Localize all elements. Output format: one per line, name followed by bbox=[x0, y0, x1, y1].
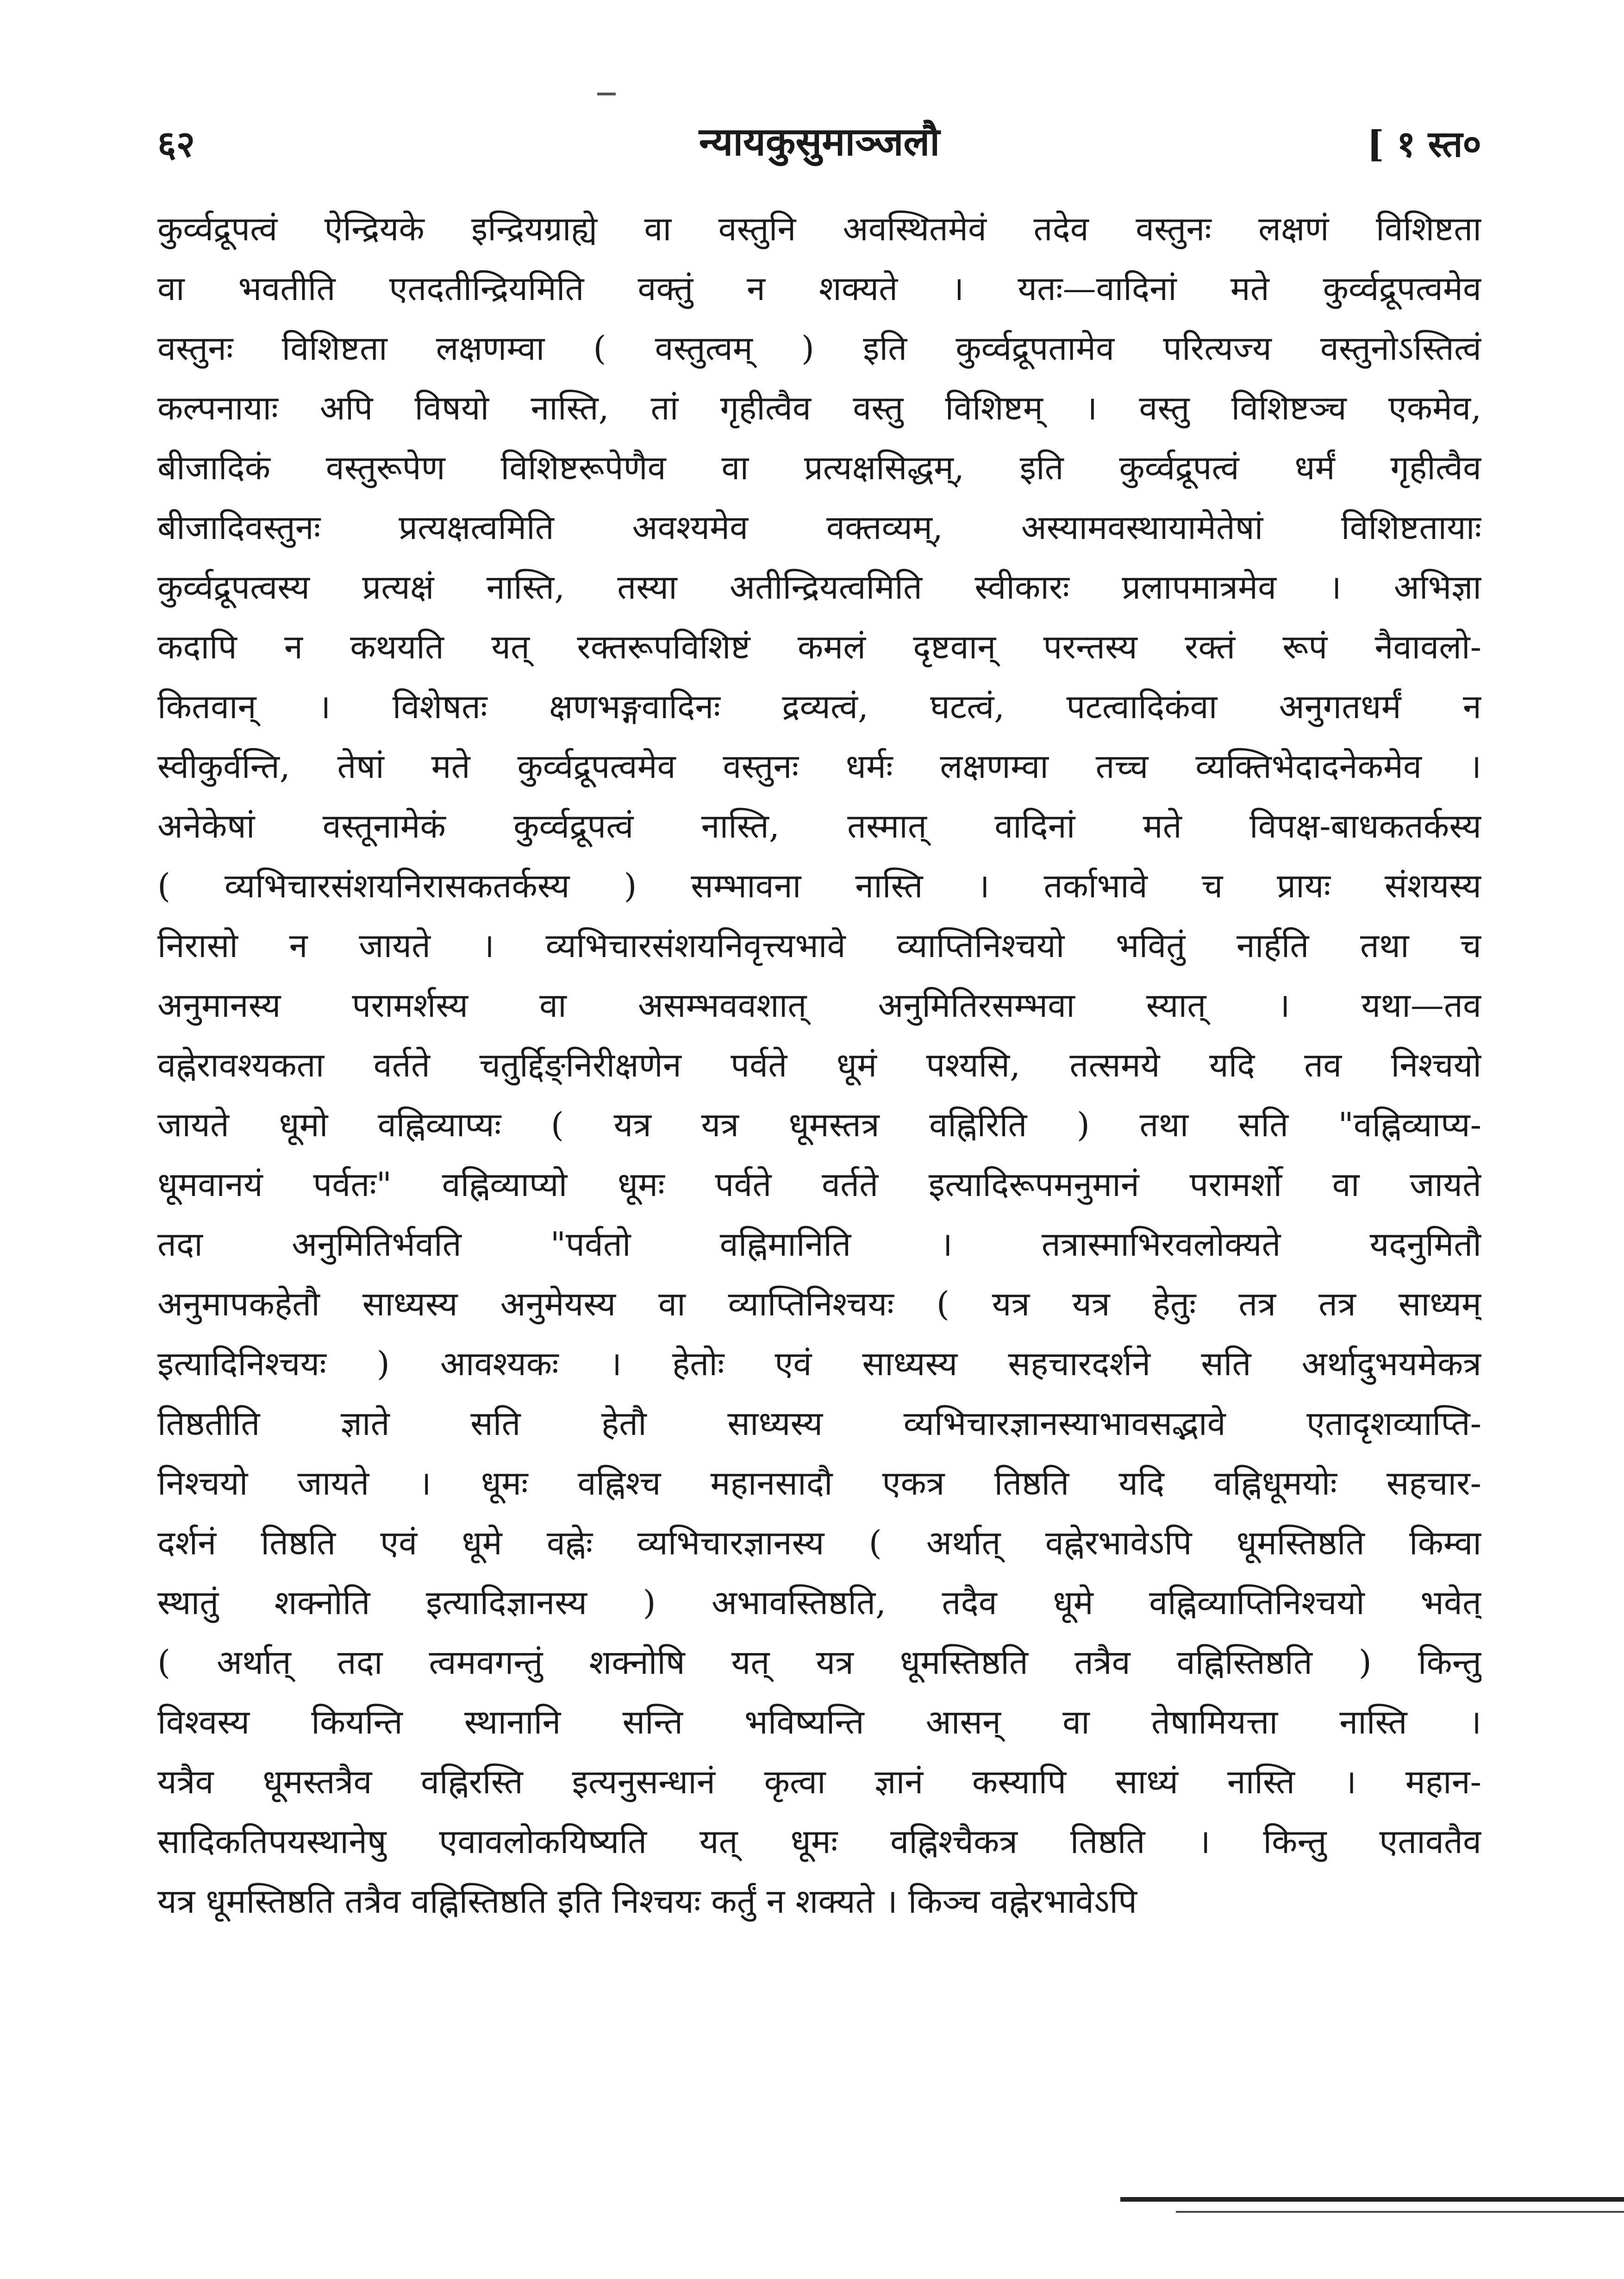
page-number: ६२ bbox=[157, 123, 195, 165]
text-line: बीजादिवस्तुनः प्रत्यक्षत्वमिति अवश्यमेव वक्तव्यम्, अस्यामवस्थायामेतेषां विशिष्टतायाः bbox=[157, 508, 1481, 547]
text-line: ( व्यभिचारसंशयनिरासकतर्कस्य ) सम्भावना नास्ति । तर्काभावे च प्रायः संशयस्य bbox=[157, 866, 1481, 905]
text-line: अनुमानस्य परामर्शस्य वा असम्भववशात् अनुमितिरसम्भवा स्यात् । यथा—तव bbox=[157, 986, 1481, 1025]
text-line: अनुमापकहेतौ साध्यस्य अनुमेयस्य वा व्याप्तिनिश्चयः ( यत्र यत्र हेतुः तत्र तत्र साध्यम् bbox=[157, 1284, 1481, 1323]
text-line: वा भवतीति एतदतीन्द्रियमिति वक्तुं न शक्यते । यतः—वादिनां मते कुर्व्वद्रूपत्वमेव bbox=[157, 269, 1481, 308]
text-line: निरासो न जायते । व्यभिचारसंशयनिवृत्त्यभावे व्याप्तिनिश्चयो भवितुं नार्हति तथा च bbox=[157, 926, 1481, 965]
text-line: निश्चयो जायते । धूमः वह्निश्च महानसादौ एकत्र तिष्ठति यदि वह्निधूमयोः सहचार- bbox=[157, 1464, 1481, 1503]
text-line: ( अर्थात् तदा त्वमवगन्तुं शक्नोषि यत् यत्र धूमस्तिष्ठति तत्रैव वह्निस्तिष्ठति ) किन्तु bbox=[157, 1643, 1481, 1682]
text-line: यत्रैव धूमस्तत्रैव वह्निरस्ति इत्यनुसन्धानं कृत्वा ज्ञानं कस्यापि साध्यं नास्ति । महान- bbox=[157, 1762, 1481, 1801]
text-line: तिष्ठतीति ज्ञाते सति हेतौ साध्यस्य व्यभिचारज्ञानस्याभावसद्भावे एतादृशव्याप्ति- bbox=[157, 1404, 1481, 1443]
text-line: अनेकेषां वस्तूनामेकं कुर्व्वद्रूपत्वं नास्ति, तस्मात् वादिनां मते विपक्ष-बाधकतर्कस्य bbox=[157, 807, 1481, 845]
text-line: बीजादिकं वस्तुरूपेण विशिष्टरूपेणैव वा प्रत्यक्षसिद्धम्, इति कुर्व्वद्रूपत्वं धर्मं गृहीत्वैव bbox=[157, 448, 1481, 487]
footer-rule bbox=[1120, 2197, 1624, 2202]
text-line: तदा अनुमितिर्भवति "पर्वतो वह्निमानिति । तत्रास्माभिरवलोक्यते यदनुमितौ bbox=[157, 1225, 1481, 1264]
print-mark bbox=[597, 93, 616, 95]
text-line: कुर्व्वद्रूपत्वं ऐन्द्रियके इन्द्रियग्राह्ये वा वस्तुनि अवस्थितमेवं तदेव वस्तुनः लक्षणं विशिष्टता bbox=[157, 209, 1481, 248]
body-text bbox=[157, 199, 1481, 1931]
text-line: कल्पनायाः अपि विषयो नास्ति, तां गृहीत्वैव वस्तु विशिष्टम् । वस्तु विशिष्टञ्च एकमेव, bbox=[157, 388, 1481, 427]
running-title: न्यायकुसुमाञ्जलौ bbox=[699, 119, 940, 164]
text-line: कितवान् । विशेषतः क्षणभङ्गवादिनः द्रव्यत्वं, घटत्वं, पटत्वादिकंवा अनुगतधर्मं न bbox=[157, 687, 1481, 726]
text-line: धूमवानयं पर्वतः" वह्निव्याप्यो धूमः पर्वते वर्तते इत्यादिरूपमनुमानं परामर्शो वा जायते bbox=[157, 1165, 1481, 1204]
text-line: वह्नेरावश्यकता वर्तते चतुर्द्दिङ्निरीक्षणेन पर्वते धूमं पश्यसि, तत्समये यदि तव निश्चयो bbox=[157, 1046, 1481, 1084]
footer-rule-thin bbox=[1176, 2211, 1624, 2213]
text-line: दर्शनं तिष्ठति एवं धूमे वह्नेः व्यभिचारज्ञानस्य ( अर्थात् वह्नेरभावेऽपि धूमस्तिष्ठति किम्वा bbox=[157, 1523, 1481, 1562]
text-line: स्थातुं शक्नोति इत्यादिज्ञानस्य ) अभावस्तिष्ठति, तदैव धूमे वह्निव्याप्तिनिश्चयो भवेत् bbox=[157, 1583, 1481, 1622]
text-line: विश्वस्य कियन्ति स्थानानि सन्ति भविष्यन्ति आसन् वा तेषामियत्ता नास्ति । bbox=[157, 1703, 1481, 1741]
page-header bbox=[157, 109, 1481, 178]
text-line: इत्यादिनिश्चयः ) आवश्यकः । हेतोः एवं साध्यस्य सहचारदर्शने सति अर्थादुभयमेकत्र bbox=[157, 1344, 1481, 1383]
text-line: यत्र धूमस्तिष्ठति तत्रैव वह्निस्तिष्ठति इति निश्चयः कर्तुं न शक्यते । किञ्च वह्नेरभावेऽपि bbox=[157, 1882, 1137, 1921]
text-line: स्वीकुर्वन्ति, तेषां मते कुर्व्वद्रूपत्वमेव वस्तुनः धर्मः लक्षणम्वा तच्च व्यक्तिभेदादनेकमेव । bbox=[157, 747, 1481, 786]
text-line: वस्तुनः विशिष्टता लक्षणम्वा ( वस्तुत्वम् ) इति कुर्व्वद्रूपतामेव परित्यज्य वस्तुनोऽस्तित्वं bbox=[157, 329, 1481, 368]
text-line: सादिकतिपयस्थानेषु एवावलोकयिष्यति यत् धूमः वह्निश्चैकत्र तिष्ठति । किन्तु एतावतैव bbox=[157, 1822, 1481, 1861]
text-line: कदापि न कथयति यत् रक्तरूपविशिष्टं कमलं दृष्टवान् परन्तस्य रक्तं रूपं नैवावलो- bbox=[157, 627, 1481, 666]
section-mark: [ १ स्त० bbox=[1367, 123, 1481, 165]
text-line: कुर्व्वद्रूपत्वस्य प्रत्यक्षं नास्ति, तस्या अतीन्द्रियत्वमिति स्वीकारः प्रलापमात्रमेव । अभिज्ञा bbox=[157, 568, 1481, 607]
text-line: जायते धूमो वह्निव्याप्यः ( यत्र यत्र धूमस्तत्र वह्निरिति ) तथा सति "वह्निव्याप्य- bbox=[157, 1105, 1481, 1144]
